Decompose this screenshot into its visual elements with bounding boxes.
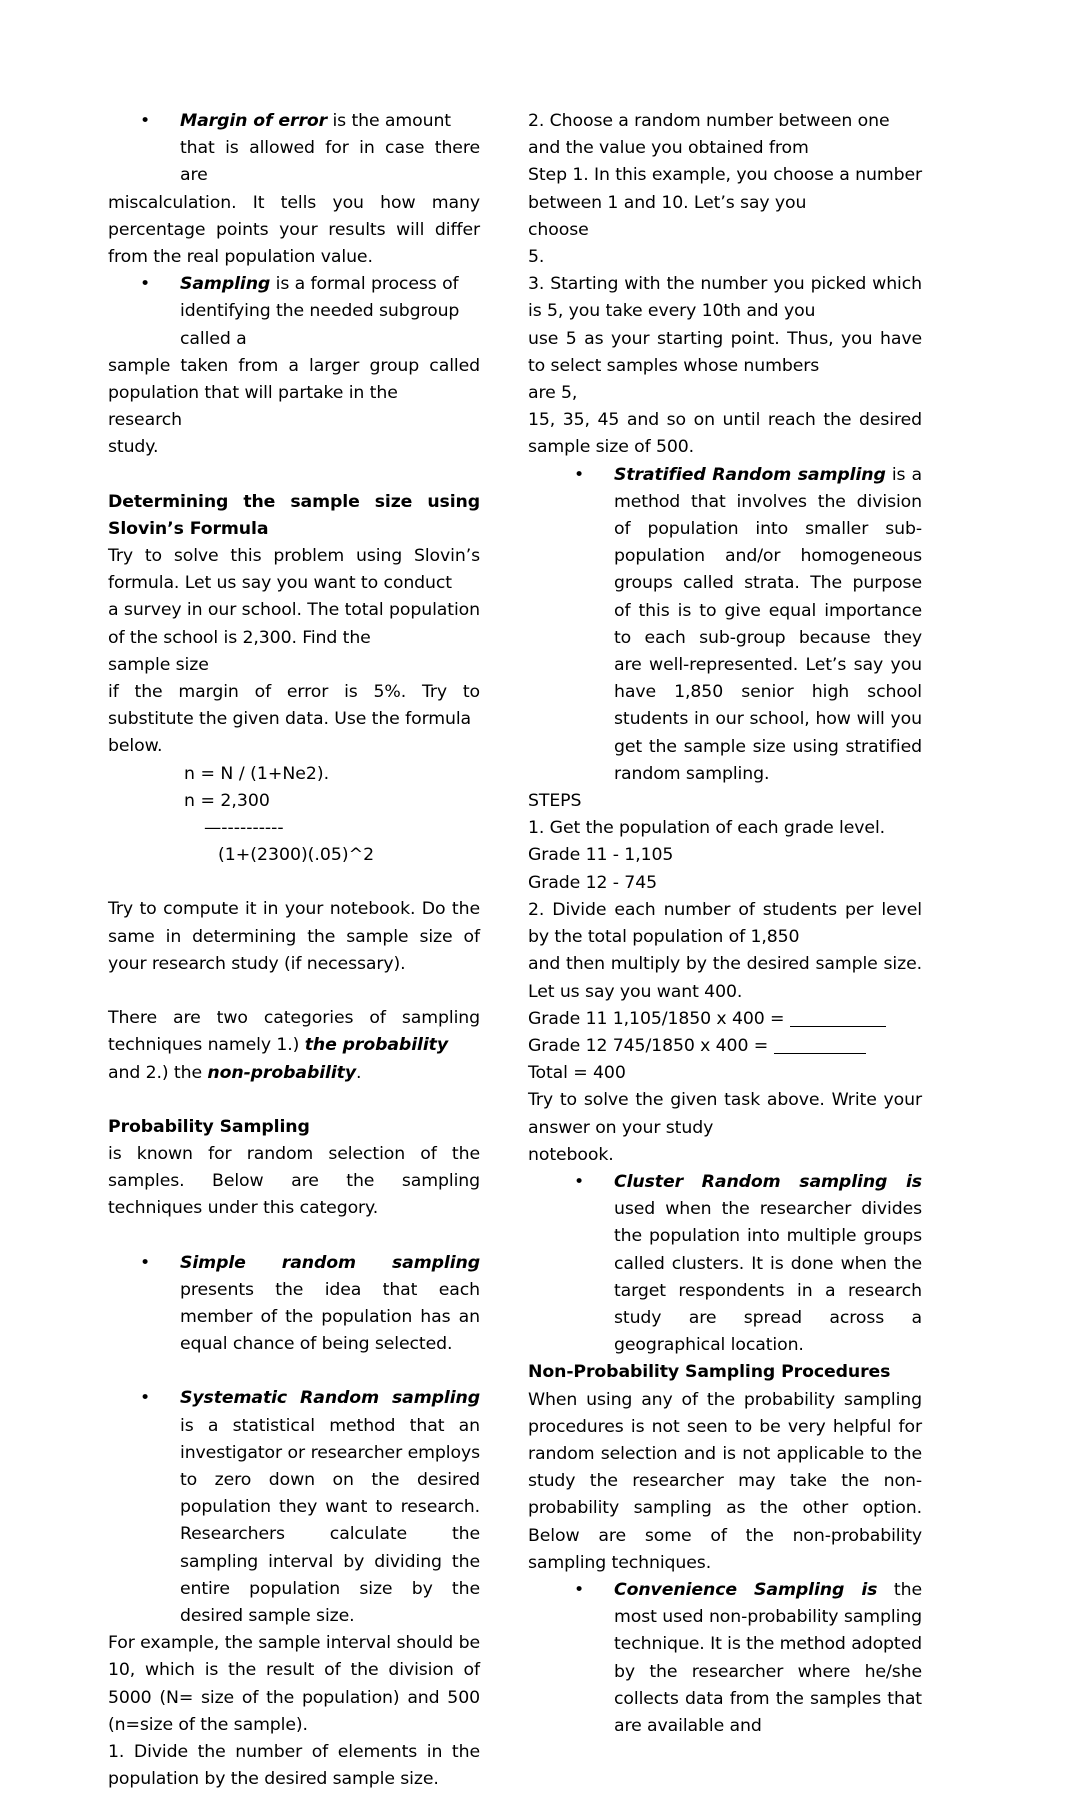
paragraph-sample-interval-example: For example, the sample interval should be 10, which is the result of the division of 5000 (N= size of the population) and 500 (n=size of the sample). xyxy=(108,1633,480,1735)
section-spacer xyxy=(108,1087,480,1114)
paragraph-slovin-4: if the margin of error is 5%. Try to substitute the given data. Use the formula xyxy=(108,682,480,730)
bullet-sampling-rest: is a formal process of xyxy=(270,274,459,295)
bullet-dot-icon: • xyxy=(574,1579,585,1600)
bullet-dot-icon: • xyxy=(574,1171,585,1192)
bullet-dot-icon: • xyxy=(140,1252,151,1273)
answer-blank-grade-12[interactable] xyxy=(774,1053,866,1054)
paragraph-steps-2: 2. Divide each number of students per level by the total population of 1,850 xyxy=(528,899,922,948)
section-spacer xyxy=(108,1358,480,1385)
calculation-total: Total = 400 xyxy=(528,1063,626,1084)
term-systematic-random-sampling: Systematic Random sampling xyxy=(180,1388,480,1409)
bullet-dot-icon: • xyxy=(140,111,151,131)
paragraph-step-2-line-3: Step 1. In this example, you choose a number between 1 and 10. Let’s say you xyxy=(528,165,922,213)
left-column xyxy=(108,108,480,1793)
paragraph-step-2-line-1: 2. Choose a random number between one xyxy=(528,111,890,131)
two-categories-text-2: and 2.) the xyxy=(108,1062,208,1083)
formula-line-2: n = 2,300 xyxy=(184,790,270,811)
bullet-sampling-cont-1-text: identifying the needed subgroup xyxy=(180,301,460,322)
term-convenience-sampling: Convenience Sampling is xyxy=(614,1579,878,1600)
bullet-simple-random-rest: presents the idea that each member of the population has an equal chance of being selected. xyxy=(180,1279,480,1355)
section-spacer xyxy=(108,978,480,1005)
bullet-simple-random-sampling xyxy=(108,1250,480,1359)
calculation-grade-12 xyxy=(528,1033,922,1060)
bullet-sampling xyxy=(108,271,480,298)
value-grade-12-population: Grade 12 - 745 xyxy=(528,872,657,893)
term-simple-random-sampling: Simple random sampling xyxy=(180,1252,480,1273)
bullet-cluster-random-sampling xyxy=(528,1169,922,1359)
paragraph-step-3-line-2: use 5 as your starting point. Thus, you have to select samples whose numbers xyxy=(528,328,922,376)
bullet-dot-icon: • xyxy=(140,1388,151,1409)
bullet-systematic-random-rest: is a statistical method that an investigator or researcher employs to zero down on the desired population they want to research. Researchers calculate the sampling interval by dividing the entire population size by the desired sample size. xyxy=(180,1415,480,1626)
paragraph-slovin-5: below. xyxy=(108,736,163,757)
paragraph-non-probability-sampling: When using any of the probability sampling procedures is not seen to be very helpful for random selection and is not applicable to the study the researcher may take the non-probability sampling as the other option. Below are some of the non-probability sampling techniques. xyxy=(528,1389,922,1573)
label-steps: STEPS xyxy=(528,791,582,812)
calculation-grade-11 xyxy=(528,1006,922,1033)
formula-divider-line: —---------- xyxy=(204,818,284,839)
paragraph-compute-notebook: Try to compute it in your notebook. Do the same in determining the sample size of your research study (if necessary). xyxy=(108,899,480,974)
bullet-margin-of-error-cont-text: that is allowed for in case there are xyxy=(180,138,480,186)
answer-blank-grade-11[interactable] xyxy=(790,1026,886,1027)
paragraph-two-categories-2 xyxy=(108,1060,480,1087)
formula-line-1: n = N / (1+Ne2). xyxy=(184,763,330,784)
paragraph-steps-1: 1. Get the population of each grade level. xyxy=(528,818,886,839)
paragraph-slovin-3: sample size xyxy=(108,654,209,675)
term-stratified-random-sampling: Stratified Random sampling xyxy=(614,464,886,485)
calculation-grade-12-text: Grade 12 745/1850 x 400 = xyxy=(528,1035,774,1056)
term-margin-of-error: Margin of error xyxy=(180,111,328,131)
paragraph-sampling-overflow-3: study. xyxy=(108,437,159,458)
section-spacer xyxy=(108,1223,480,1250)
bullet-cluster-rest: used when the researcher divides the population into multiple groups called clusters. It is done when the target respondents in a research study are spread across a geographical location. xyxy=(614,1199,922,1356)
paragraph-probability-sampling: is known for random selection of the samples. Below are the sampling techniques under this category. xyxy=(108,1143,480,1219)
paragraph-step-3-line-3: are 5, xyxy=(528,383,578,404)
bullet-dot-icon: • xyxy=(140,274,151,295)
formula-line-4: (1+(2300)(.05)^2 xyxy=(218,845,375,866)
term-non-probability: non-probability xyxy=(207,1062,357,1083)
paragraph-solve-task-1: Try to solve the given task above. Write your answer on your study xyxy=(528,1090,922,1138)
paragraph-step-2-line-4: choose xyxy=(528,219,589,240)
paragraph-slovin-1: Try to solve this problem using Slovin’s formula. Let us say you want to conduct xyxy=(108,546,480,594)
term-the-probability: the probability xyxy=(304,1035,448,1056)
paragraph-sampling-overflow-2: research xyxy=(108,410,182,431)
two-column-layout xyxy=(108,108,984,1793)
paragraph-margin-of-error-overflow: miscalculation. It tells you how many percentage points your results will differ from the real population value. xyxy=(108,192,480,268)
section-spacer xyxy=(108,462,480,489)
paragraph-step-3-line-4: 15, 35, 45 and so on until reach the desired sample size of 500. xyxy=(528,410,922,458)
heading-slovin-formula: Determining the sample size using Slovin’s Formula xyxy=(108,491,480,539)
bullet-sampling-continuation-2 xyxy=(108,326,480,353)
calculation-grade-11-text: Grade 11 1,105/1850 x 400 = xyxy=(528,1008,790,1029)
bullet-convenience-rest: the most used non-probability sampling technique. It is the method adopted by the researcher where he/she collects data from the samples that are available and xyxy=(614,1579,922,1736)
paragraph-steps-2-continued: and then multiply by the desired sample size. Let us say you want 400. xyxy=(528,954,922,1002)
paragraph-solve-task-2: notebook. xyxy=(528,1144,614,1165)
paragraph-sampling-overflow: sample taken from a larger group called population that will partake in the xyxy=(108,355,480,404)
bullet-margin-of-error-rest: is the amount xyxy=(327,111,451,131)
section-spacer xyxy=(108,869,480,896)
bullet-systematic-random-sampling xyxy=(108,1385,480,1630)
bullet-convenience-sampling xyxy=(528,1577,922,1740)
paragraph-slovin-2: a survey in our school. The total population of the school is 2,300. Find the xyxy=(108,600,480,648)
paragraph-step-2-line-5: 5. xyxy=(528,247,545,268)
value-grade-11-population: Grade 11 - 1,105 xyxy=(528,845,674,866)
heading-non-probability-sampling: Non-Probability Sampling Procedures xyxy=(528,1362,891,1383)
bullet-sampling-continuation-1 xyxy=(108,298,480,325)
right-column xyxy=(528,108,922,1740)
bullet-margin-of-error-continuation xyxy=(108,135,480,189)
bullet-sampling-cont-2-text: called a xyxy=(180,328,247,349)
heading-probability-sampling: Probability Sampling xyxy=(108,1116,310,1137)
bullet-dot-icon: • xyxy=(574,464,585,485)
term-sampling: Sampling xyxy=(180,274,271,295)
bullet-stratified-random-sampling xyxy=(528,462,922,788)
two-categories-period: . xyxy=(356,1062,362,1083)
paragraph-step-3-line-1: 3. Starting with the number you picked which is 5, you take every 10th and you xyxy=(528,274,922,322)
bullet-stratified-rest: is a method that involves the division of population into smaller sub-population and/or homogeneous groups called strata. The purpose of this is to give equal importance to each sub-group because they are well-represented. Let’s say you have 1,850 senior high school students in our school, how will you get the sample size using stratified random sampling. xyxy=(614,464,922,784)
two-categories-text-1: There are two categories of sampling techniques namely 1.) xyxy=(108,1008,480,1056)
paragraph-step-2-line-2: and the value you obtained from xyxy=(528,138,809,159)
paragraph-step-1-divide: 1. Divide the number of elements in the population by the desired sample size. xyxy=(108,1741,480,1790)
paragraph-two-categories xyxy=(108,1005,480,1059)
term-cluster-random-sampling: Cluster Random sampling is xyxy=(614,1171,922,1192)
bullet-margin-of-error xyxy=(108,108,480,135)
